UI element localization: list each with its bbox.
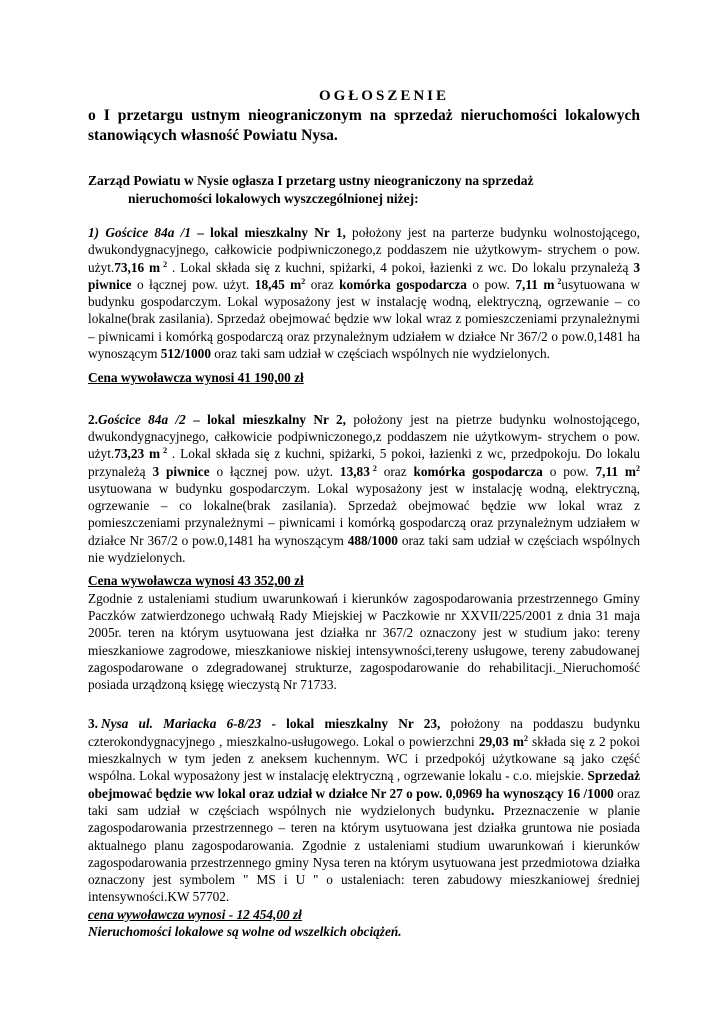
section-3-price: cena wywoławcza wynosi - 12 454,00 zł [88, 906, 302, 922]
section-3-description: 3. Nysa ul. Mariacka 6-8/23 - lokal mieszkalny Nr 23, położony na poddaszu budynku czterokondygnacyjnego , mieszkalno-usługowego. Lokal o powierzchni 29,03 $m^2$ składa się z 2 pokoi mieszkalnych w tym jeden z aneksem kuchennym. WC i przedpokój użytkowane są jako część wspólna. Lokal wyposażony jest w instalację elektryczną , ogrzewanie lokalu - c.o. miejskie. Sprzedaż obejmować będzie ww lokal oraz udział w działce Nr 27 o pow. 0,0969 ha wynoszący 16 /1000 oraz taki sam udział w częściach wspólnych nie wydzielonych budynku. Przeznaczenie w planie zagospodarowania przestrzennego – teren na którym usytuowana jest działka gruntowa nie posiada aktualnego planu zagospodarowania. Zgodnie z ustaleniami studium uwarunkowań i kierunków zagospodarowania przestrzennego gminy Nysa teren na którym usytuowana jest przedmiotowa działka oznaczony jest symbolem " MS i U '' o ustaleniach: teren zabudowy mieszkaniowej średniej intensywności.KW 57702. [88, 716, 641, 905]
section-2-description: 2.Gościce 84a /2 – lokal mieszkalny Nr 2, położony jest na pietrze budynku wolnostojącego, dwukondygnacyjnego, całkowicie podpiwniczonego,z poddaszem nie użytkowym- strychem o pow. użyt.73,23 m $^2$ . Lokal składa się z kuchni, spiżarki, 5 pokoi, łazienki z wc, przedpokoju. Do lokalu przynależą 3 piwnice o łącznej pow. użyt. 13,83 $^2$ oraz komórka gospodarcza o pow. 7,11 $m^2$ usytuowana w budynku gospodarczym. Lokal wyposażony jest w instalację wodną, elektryczną, ogrzewanie – co lokalne(brak zasilania). Sprzedaż obejmować będzie ww lokal wraz z pomieszczeniami przynależnymi – piwnicami i komórką gospodarczą oraz przynależnym udziałem w działce Nr 367/2 o pow.0,1481 ha wynoszącym 488/1000 oraz taki sam udział w częściach wspólnych nie wydzielonych. [88, 411, 641, 566]
section-1-description: 1) Gościce 84a /1 – lokal mieszkalny Nr 1, położony jest na parterze budynku wolnostojącego, dwukondygnacyjnego, całkowicie podpiwniczonego,z poddaszem nie użytkowym- strychem o pow. użyt.73,16 m $^2$ . Lokal składa się z kuchni, spiżarki, 4 pokoi, łazienki z wc. Do lokalu przynależą 3 piwnice o łącznej pow. użyt. 18,45 $m^2$ oraz komórka gospodarcza o pow. 7,11 m $^2$usytuowana w budynku gospodarczym. Lokal wyposażony jest w instalację wodną, elektryczną, ogrzewanie – co lokalne(brak zasilania). Sprzedaż obejmować będzie ww lokal wraz z pomieszczeniami przynależnymi – piwnicami i komórką gospodarczą oraz przynależnym udziałem w działce Nr 367/2 o pow.0,1481 ha wynoszącym 512/1000 oraz taki sam udział w częściach wspólnych nie wydzielonych. [88, 225, 641, 362]
section-2-price: Cena wywoławcza wynosi 43 352,00 zł [88, 573, 304, 589]
announcement-title: OGŁOSZENIE [318, 88, 450, 104]
section-1-price: Cena wywoławcza wynosi 41 190,00 zł [88, 370, 304, 386]
section-3 [88, 715, 640, 940]
announcement-subtitle: o I przetargu ustnym nieograniczonym na sprzedaż nieruchomości lokalowych stanowiących własność Powiatu Nysa. [88, 107, 640, 144]
section-3-sale: Sprzedaż obejmować będzie ww lokal oraz udział w działce Nr 27 o pow. 0,0969 ha wynoszący 16 /1000 [88, 768, 640, 801]
section-2 [88, 411, 640, 694]
announcement-page [88, 86, 640, 940]
section-1-share: 512/1000 [160, 346, 211, 362]
section-2-share: 488/1000 [347, 532, 398, 548]
section-1-lead: 1) Gościce 84a /1 [88, 225, 191, 240]
section-1-title: lokal mieszkalny Nr 1, [210, 225, 346, 240]
section-2-lead: Gościce 84a /2 [97, 411, 186, 427]
section-1 [88, 224, 640, 387]
footer-note: Nieruchomości lokalowe są wolne od wszelkich obciążeń. [88, 923, 402, 939]
section-2-zoning: Zgodnie z ustaleniami studium uwarunkowań i kierunków zagospodarowania przestrzennego Gminy Paczków zatwierdzonego uchwałą Rady Miejskiej w Paczkowie nr XXVII/225/2001 z dnia 31 maja 2005r. teren na którym usytuowana jest działka nr 367/2 oznaczony jest w studium jako: tereny mieszkaniowe zagrodowe, mieszkaniowe niskiej intensywności,tereny usługowe, tereny zabudowanej zagospodarowane o zdegradowanej strukturze, zagospodarowanie do rehabilitacji._Nieruchomość posiada urządzoną księgę wieczystą Nr 71733. [88, 590, 640, 693]
section-2-title: lokal mieszkalny Nr 2, [207, 411, 346, 427]
intro-line-1: Zarząd Powiatu w Nysie ogłasza I przetarg ustny nieograniczony na sprzedaż [88, 173, 534, 188]
intro-line-2: nieruchomości lokalowych wyszczególnionej niżej: [128, 191, 419, 206]
intro-paragraph [88, 172, 640, 208]
section-3-lead: Nysa ul. Mariacka 6-8/23 [100, 716, 262, 732]
section-3-title: lokal mieszkalny Nr 23, [286, 716, 441, 732]
